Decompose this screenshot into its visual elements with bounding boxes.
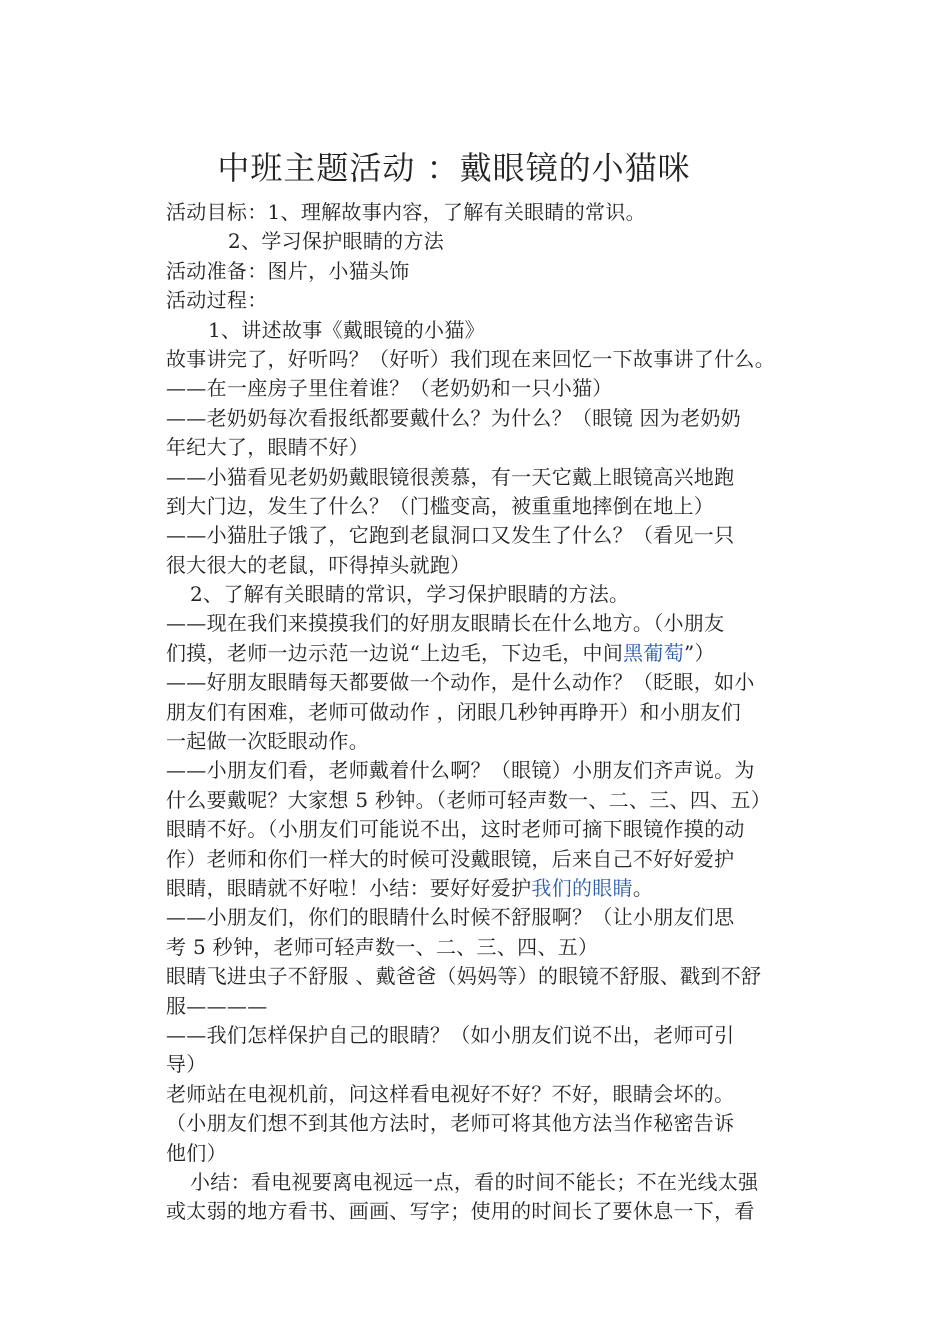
hyperlink[interactable]: 黑葡萄: [623, 640, 685, 665]
text-line: [166, 286, 806, 315]
text-line-content: ——好朋友眼睛每天都要做一个动作，是什么动作？（眨眼，如小: [166, 670, 755, 695]
text-line-content: ——老奶奶每次看报纸都要戴什么？为什么？（眼镜 因为老奶奶: [166, 405, 742, 430]
text-line: [166, 1050, 806, 1079]
text-line: [166, 815, 806, 844]
text-line-content: 导）: [166, 1052, 207, 1077]
text-line-content: 他们）: [166, 1140, 227, 1165]
text-line-content: 服————: [166, 993, 268, 1018]
text-line: [166, 698, 806, 727]
text-line-content: 活动准备：图片，小猫头饰: [166, 258, 410, 283]
text-line-tail: ”）: [684, 640, 715, 665]
text-line-content: 眼睛不好。（小朋友们可能说不出，这时老师可摘下眼镜作摸的动: [166, 817, 745, 842]
text-line: [166, 227, 806, 256]
text-line-content: ——小猫看见老奶奶戴眼镜很羡慕，有一天它戴上眼镜高兴地跑: [166, 464, 735, 489]
text-line: [166, 933, 806, 962]
text-line-content: 什么要戴呢？大家想 5 秒钟。（老师可轻声数一、二、三、四、五）: [166, 787, 772, 812]
text-line-content: 们摸，老师一边示范一边说“上边毛，下边毛，中间: [166, 640, 624, 665]
text-line-content: 1、讲述故事《戴眼镜的小猫》: [208, 317, 485, 342]
text-line: [166, 639, 806, 668]
text-line: [166, 874, 806, 903]
text-line-content: ——小朋友们看，老师戴着什么啊？（眼镜）小朋友们齐声说。为: [166, 758, 755, 783]
text-line: [166, 668, 806, 697]
text-line: [166, 551, 806, 580]
text-line: [166, 521, 806, 550]
text-line-content: 眼睛，眼睛就不好啦！小结：要好好爱护: [166, 875, 532, 900]
text-line-content: ——小朋友们，你们的眼睛什么时候不舒服啊？（让小朋友们思: [166, 905, 735, 930]
text-line: [166, 756, 806, 785]
text-line: [166, 1080, 806, 1109]
text-line-content: （小朋友们想不到其他方法时，老师可将其他方法当作秘密告诉: [166, 1111, 735, 1136]
hyperlink[interactable]: 我们的眼睛: [531, 875, 633, 900]
text-line: [166, 1021, 806, 1050]
text-line-content: 或太弱的地方看书、画画、写字；使用的时间长了要休息一下，看: [166, 1199, 755, 1224]
text-line: [166, 786, 806, 815]
page-title: 中班主题活动 ：戴眼镜的小猫咪: [217, 149, 691, 187]
text-line: [166, 727, 806, 756]
text-line-content: ——在一座房子里住着谁？（老奶奶和一只小猫）: [166, 376, 613, 401]
text-line: [166, 1139, 806, 1168]
text-line-content: ——我们怎样保护自己的眼睛？（如小朋友们说不出，老师可引: [166, 1022, 735, 1047]
text-line-content: 年纪大了，眼睛不好）: [166, 435, 369, 460]
text-line-content: 作）老师和你们一样大的时候可没戴眼镜，后来自己不好好爱护: [166, 846, 735, 871]
text-line: [166, 463, 806, 492]
text-line: [166, 1168, 806, 1197]
document-body: [166, 198, 806, 1227]
text-line: [166, 198, 806, 227]
text-line: [166, 433, 806, 462]
text-line: [166, 1109, 806, 1138]
text-line-content: 活动过程：: [166, 288, 268, 313]
text-line: [166, 1197, 806, 1226]
text-line: [166, 492, 806, 521]
text-line-content: ——现在我们来摸摸我们的好朋友眼睛长在什么地方。（小朋友: [166, 611, 725, 636]
text-line: [166, 345, 806, 374]
text-line-content: 朋友们有困难，老师可做动作 ，闭眼几秒钟再睁开）和小朋友们: [166, 699, 742, 724]
text-line: [166, 609, 806, 638]
text-line: [166, 903, 806, 932]
text-line-content: 故事讲完了，好听吗？（好听）我们现在来回忆一下故事讲了什么。: [166, 346, 775, 371]
text-line: [166, 845, 806, 874]
text-line: [166, 962, 806, 991]
text-line-content: 很大很大的老鼠，吓得掉头就跑）: [166, 552, 471, 577]
text-line-content: 小结：看电视要离电视远一点，看的时间不能长；不在光线太强: [190, 1169, 759, 1194]
text-line: [166, 316, 806, 345]
text-line: [166, 374, 806, 403]
text-line-content: 2、了解有关眼睛的常识，学习保护眼睛的方法。: [190, 582, 630, 607]
text-line-content: 到大门边，发生了什么？（门槛变高，被重重地摔倒在地上）: [166, 493, 715, 518]
text-line-content: ——小猫肚子饿了，它跑到老鼠洞口又发生了什么？（看见一只: [166, 523, 735, 548]
text-line-content: 活动目标：1、理解故事内容，了解有关眼睛的常识。: [166, 200, 646, 224]
text-line: [166, 580, 806, 609]
text-line: [166, 404, 806, 433]
text-line: [166, 257, 806, 286]
text-line-content: 考 5 秒钟，老师可轻声数一、二、三、四、五）: [166, 934, 599, 959]
text-line-content: 一起做一次眨眼动作。: [166, 729, 369, 754]
text-line: [166, 992, 806, 1021]
text-line-content: 2、学习保护眼睛的方法: [228, 229, 445, 254]
text-line-tail: 。: [632, 875, 654, 900]
text-line-content: 老师站在电视机前，问这样看电视好不好？不好，眼睛会坏的。: [166, 1081, 735, 1106]
text-line-content: 眼睛飞进虫子不舒服 、戴爸爸（妈妈等）的眼镜不舒服、戳到不舒: [166, 964, 762, 989]
